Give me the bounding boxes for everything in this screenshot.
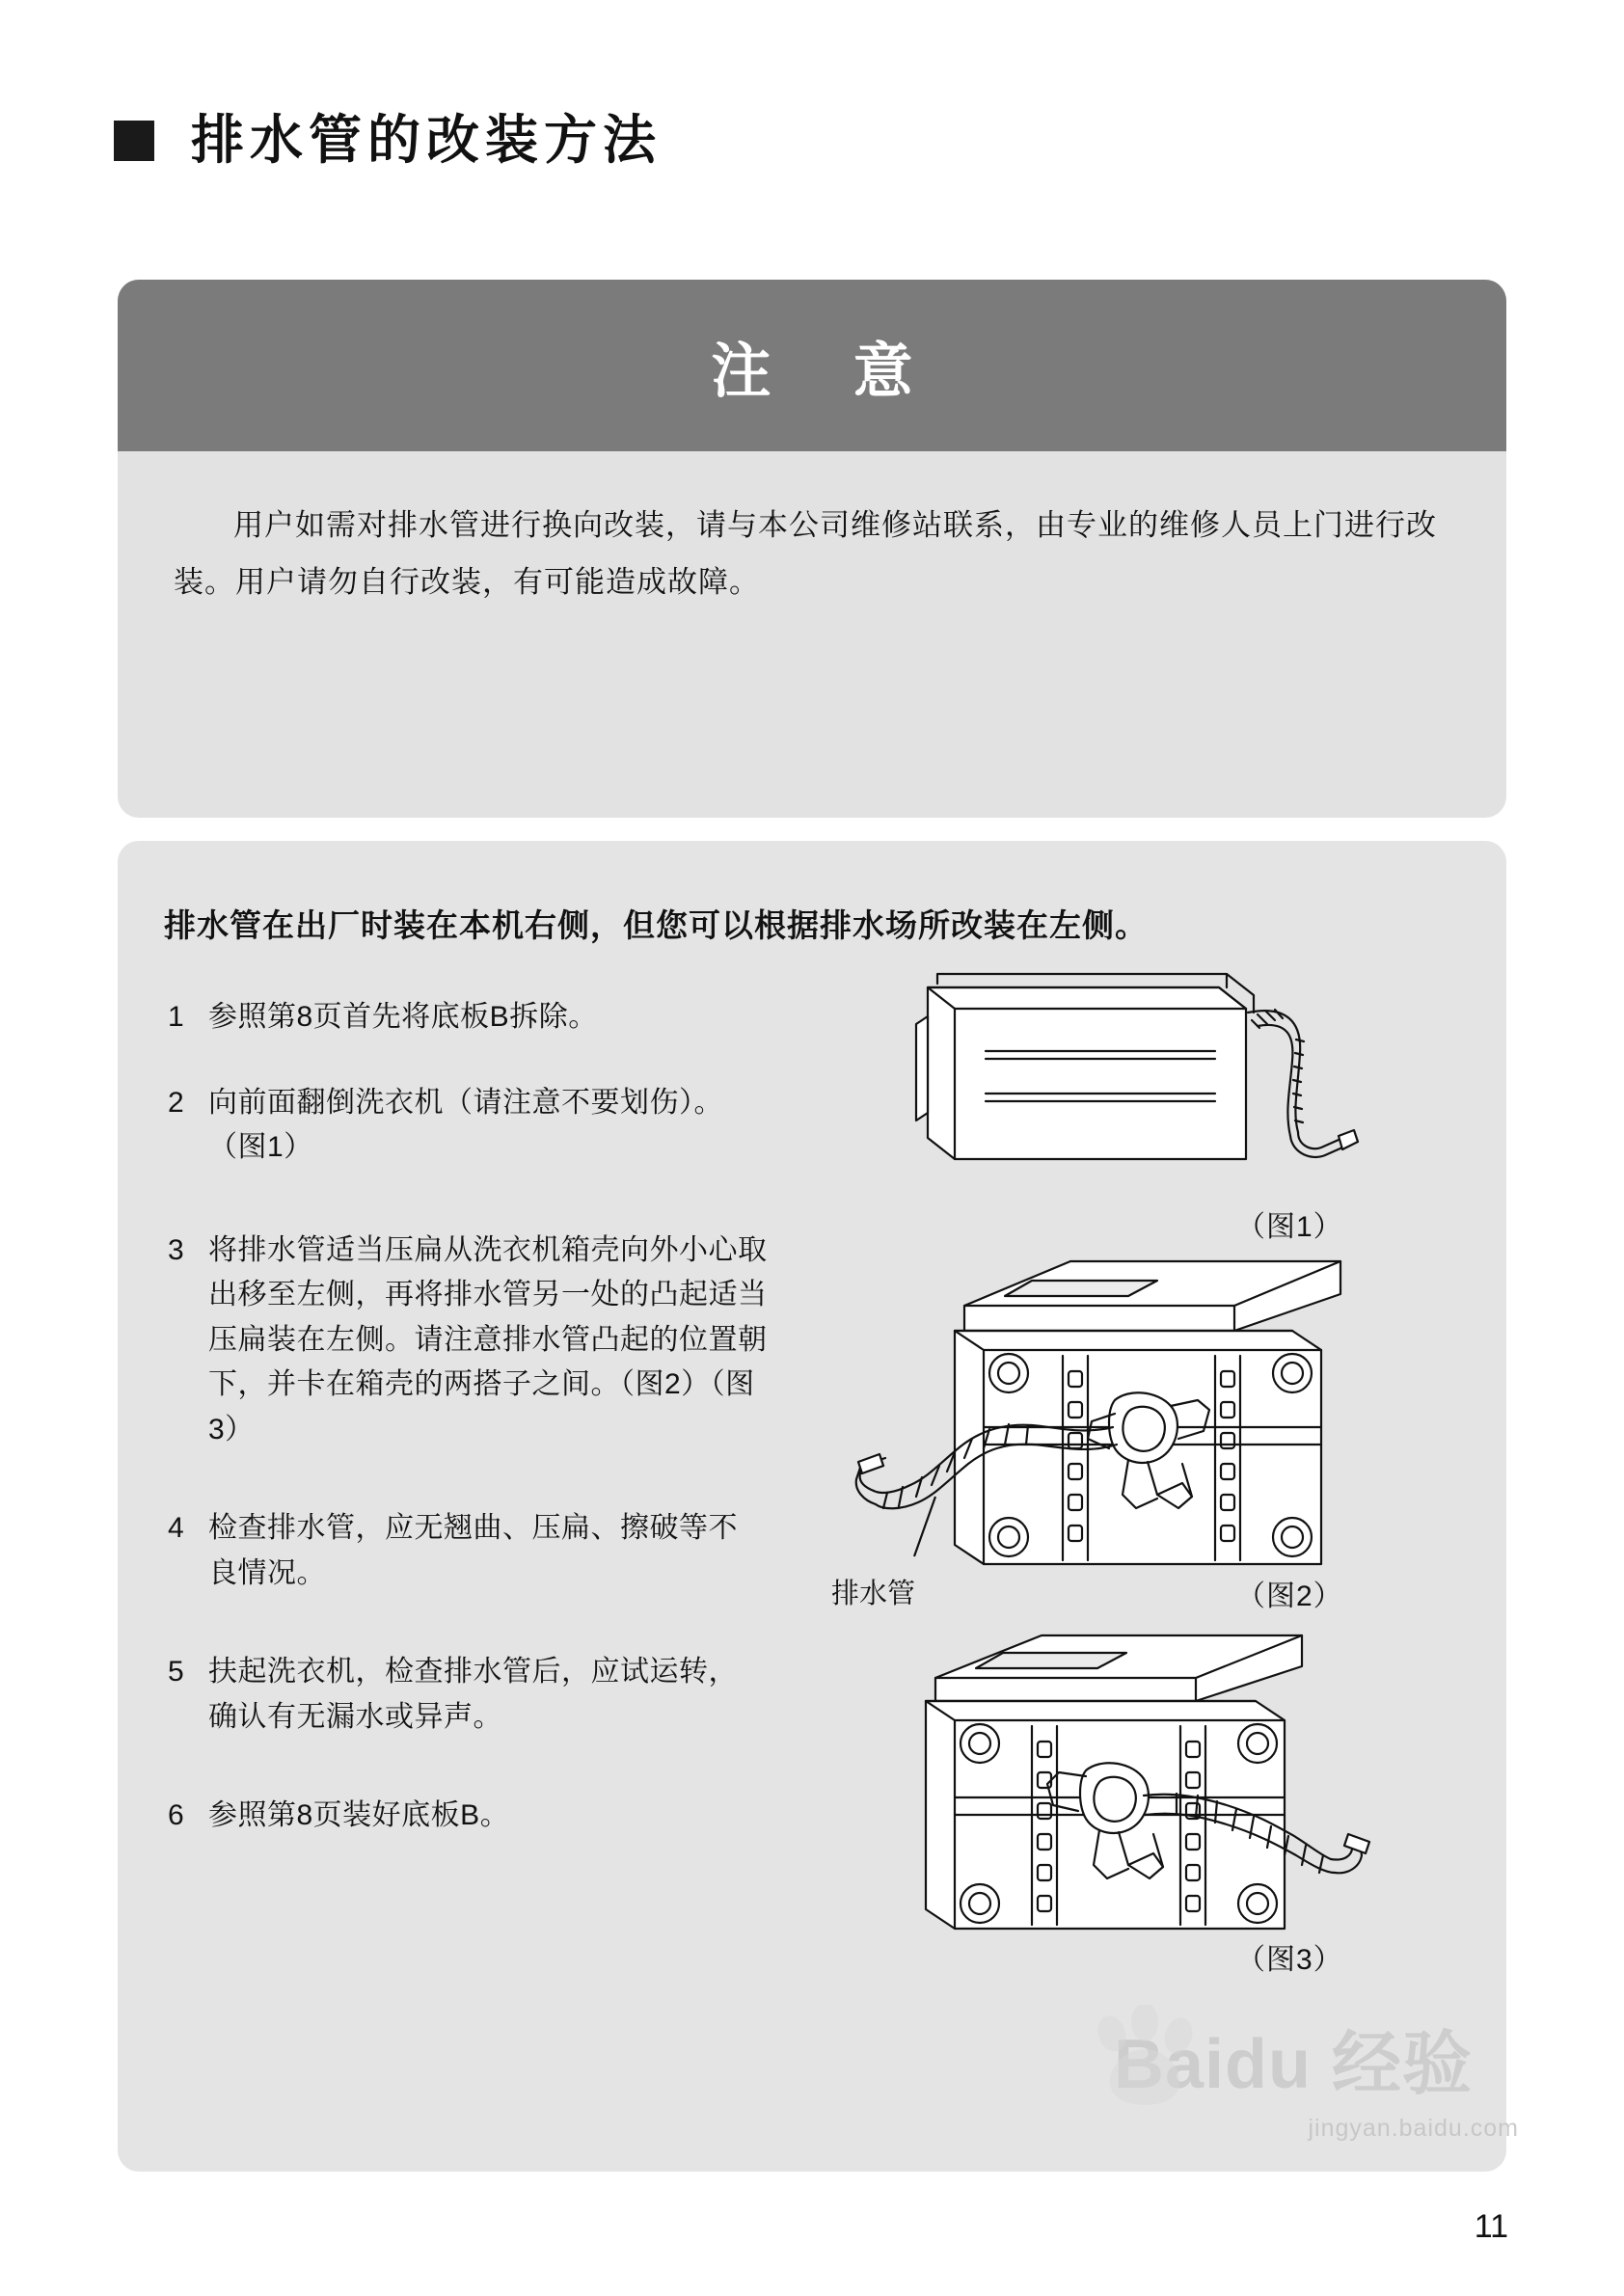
bullet-square-icon bbox=[114, 121, 154, 161]
step-text: 检查排水管，应无翘曲、压扁、擦破等不良情况。 bbox=[208, 1512, 738, 1589]
step-number: 4 bbox=[168, 1512, 184, 1544]
page-number: 11 bbox=[1474, 2208, 1508, 2245]
instructions-heading: 排水管在出厂时装在本机右侧，但您可以根据排水场所改装在左侧。 bbox=[164, 907, 1148, 943]
page-title-text: 排水管的改装方法 bbox=[191, 110, 663, 170]
step-text: 将排水管适当压扁从洗衣机箱壳向外小心取出移至左侧，再将排水管另一处的凸起适当压扁装在左侧。请注意排水管凸起的位置朝下，并卡在箱壳的两搭子之间。（图2）（图3） bbox=[208, 1233, 768, 1445]
step-number: 6 bbox=[168, 1799, 184, 1831]
page-title bbox=[114, 110, 663, 170]
caution-header-text: 注 意 bbox=[711, 338, 946, 405]
watermark-sub-text: jingyan.baidu.com bbox=[1308, 2115, 1519, 2142]
list-item bbox=[156, 1650, 812, 1740]
list-item bbox=[156, 995, 812, 1040]
washer-bottom-left-hose-illustration bbox=[839, 1256, 1379, 1574]
hose-callout-label: 排水管 bbox=[831, 1579, 916, 1609]
step-text: 参照第8页首先将底板B拆除。 bbox=[208, 1001, 598, 1033]
step-text: 向前面翻倒洗衣机（请注意不要划伤）。（图1） bbox=[208, 1086, 723, 1163]
list-item bbox=[156, 1506, 812, 1596]
figures-column bbox=[793, 966, 1468, 2143]
figure-3-caption: （图3） bbox=[1236, 1944, 1343, 1976]
list-item bbox=[156, 1794, 812, 1839]
figure-2 bbox=[839, 1256, 1379, 1579]
caution-body-text: 用户如需对排水管进行换向改装，请与本公司维修站联系，由专业的维修人员上门进行改装。用户请勿自行改装，有可能造成故障。 bbox=[174, 508, 1437, 599]
caution-box bbox=[118, 280, 1506, 818]
figure-3 bbox=[849, 1632, 1389, 1945]
step-number: 3 bbox=[168, 1233, 184, 1266]
step-text: 参照第8页装好底板B。 bbox=[208, 1799, 510, 1831]
washer-side-view-illustration bbox=[908, 966, 1362, 1188]
step-number: 1 bbox=[168, 1001, 184, 1033]
caution-header bbox=[118, 280, 1506, 451]
instructions-panel bbox=[118, 841, 1506, 2172]
figure-1 bbox=[908, 966, 1362, 1193]
steps-list bbox=[156, 995, 812, 1879]
caution-body bbox=[118, 451, 1506, 818]
figure-1-caption: （图1） bbox=[1236, 1211, 1343, 1243]
step-text: 扶起洗衣机，检查排水管后，应试运转，确认有无漏水或异声。 bbox=[208, 1656, 738, 1733]
watermark-main-text: Baidu 经验 bbox=[1114, 2026, 1474, 2103]
washer-bottom-right-hose-illustration bbox=[849, 1632, 1389, 1940]
list-item bbox=[156, 1081, 812, 1171]
list-item bbox=[156, 1229, 812, 1453]
step-number: 5 bbox=[168, 1656, 184, 1688]
step-number: 2 bbox=[168, 1086, 184, 1119]
figure-2-caption: （图2） bbox=[1236, 1580, 1343, 1612]
